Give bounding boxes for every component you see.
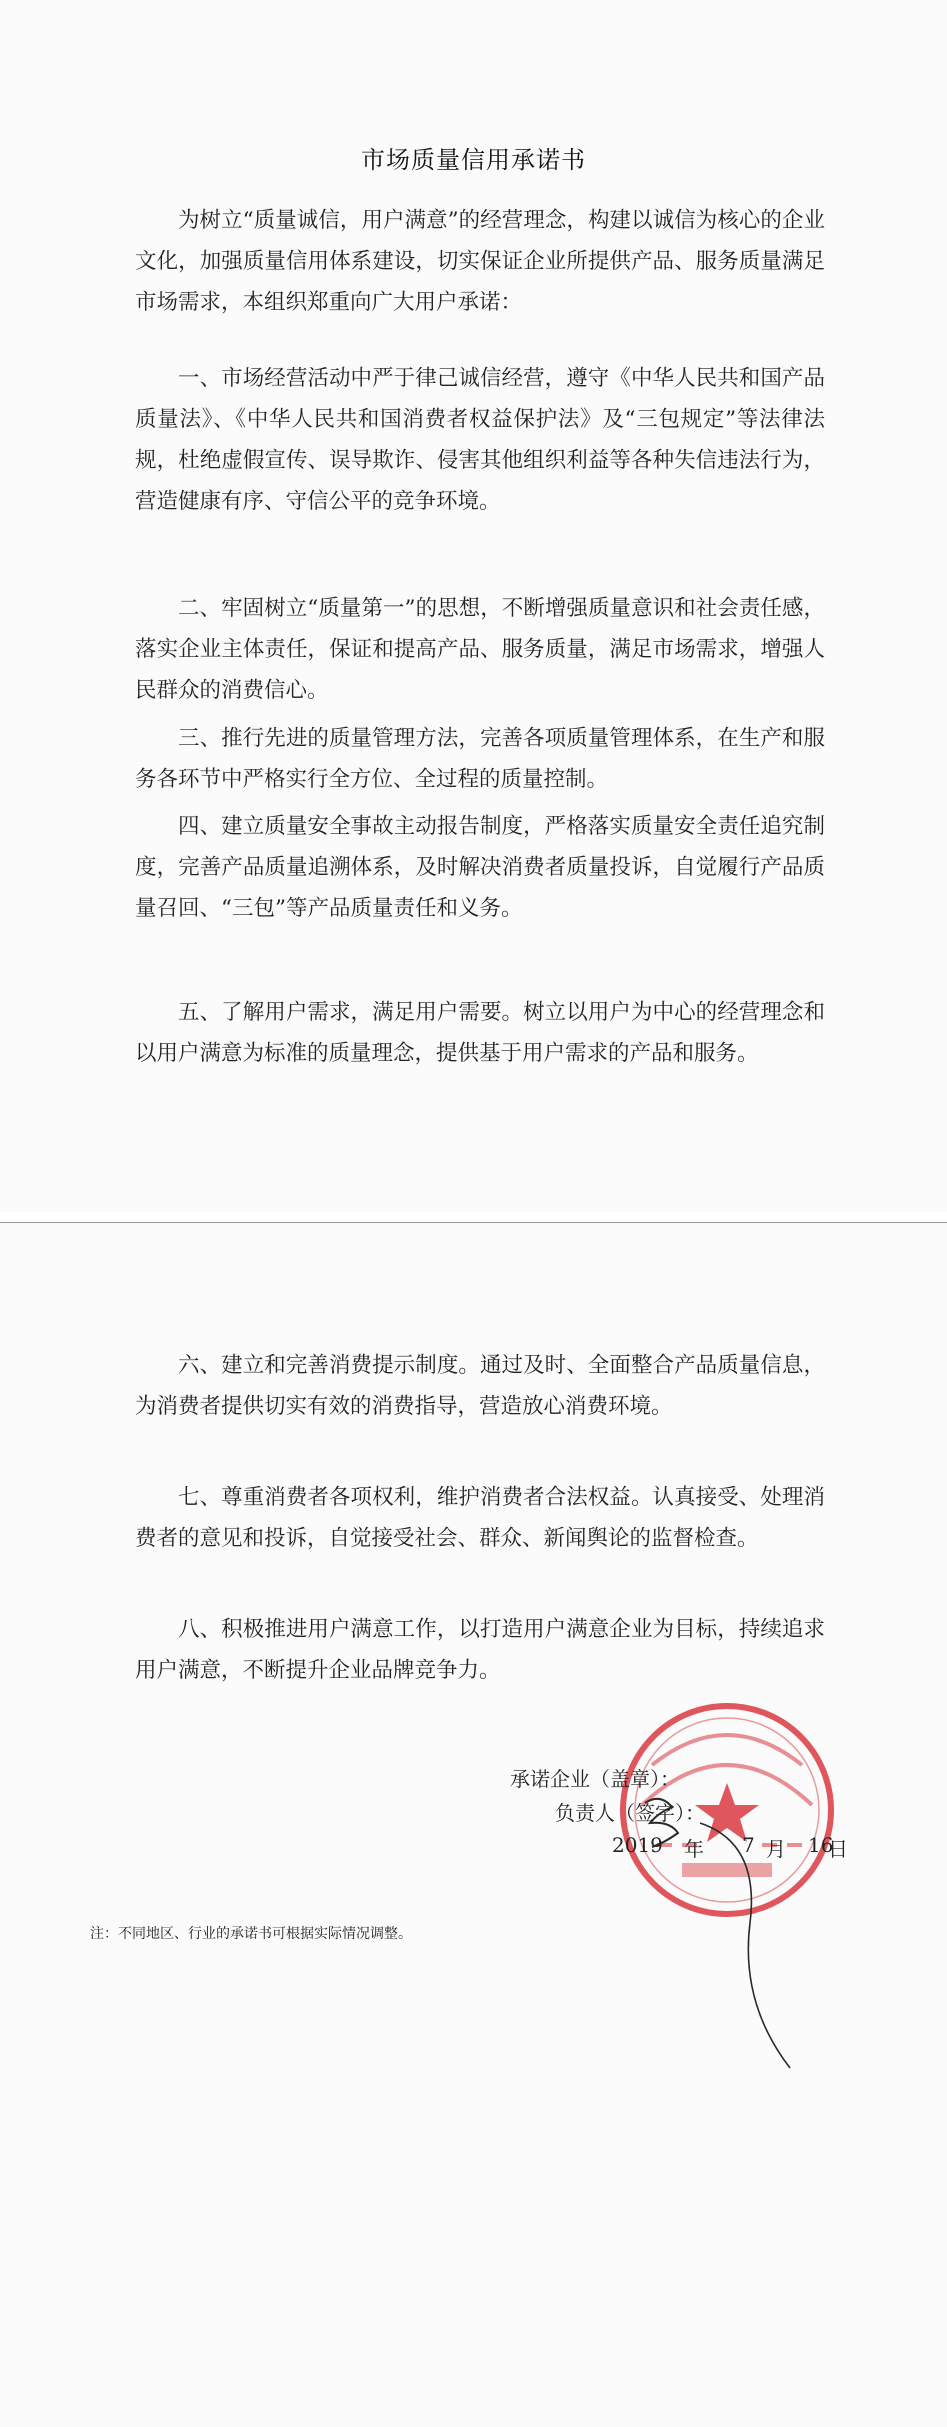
page-gap (0, 1212, 947, 1222)
date-month-unit: 月 (766, 1837, 786, 1861)
date-month: 7 (742, 1833, 755, 1857)
company-stamp-label: 承诺企业（盖章）： (510, 1767, 680, 1791)
date-day-unit: 日 (828, 1837, 848, 1861)
responsible-person-label: 负责人（签字）： (555, 1801, 705, 1825)
date-day: 16 (808, 1833, 834, 1857)
footnote: 注：不同地区、行业的承诺书可根据实际情况调整。 (90, 1926, 412, 1942)
document-title: 市场质量信用承诺书 (361, 146, 586, 174)
handwritten-signature (640, 1783, 810, 2083)
date-year-unit: 年 (684, 1837, 704, 1861)
commitment-item-6: 六、建立和完善消费提示制度。通过及时、全面整合产品质量信息，为消费者提供切实有效的消费指导，营造放心消费环境。 (135, 1353, 825, 1419)
date-year: 2019 (612, 1833, 663, 1857)
commitment-item-3: 三、推行先进的质量管理方法，完善各项质量管理体系，在生产和服务各环节中严格实行全方位、全过程的质量控制。 (135, 726, 825, 792)
commitment-item-7: 七、尊重消费者各项权利，维护消费者合法权益。认真接受、处理消费者的意见和投诉，自觉接受社会、群众、新闻舆论的监督检查。 (135, 1485, 825, 1551)
commitment-item-8: 八、积极推进用户满意工作，以打造用户满意企业为目标，持续追求用户满意，不断提升企业品牌竞争力。 (135, 1617, 825, 1683)
commitment-item-1: 一、市场经营活动中严于律己诚信经营，遵守《中华人民共和国产品质量法》、《中华人民共和国消费者权益保护法》及“三包规定”等法律法规，杜绝虚假宣传、误导欺诈、侵害其他组织利益等各种失信违法行为，营造健康有序、守信公平的竞争环境。 (135, 366, 825, 514)
document-page-2 (0, 1222, 947, 2427)
commitment-item-4: 四、建立质量安全事故主动报告制度，严格落实质量安全责任追究制度，完善产品质量追溯体系，及时解决消费者质量投诉，自觉履行产品质量召回、“三包”等产品质量责任和义务。 (135, 814, 825, 921)
commitment-item-5: 五、了解用户需求，满足用户需要。树立以用户为中心的经营理念和以用户满意为标准的质量理念，提供基于用户需求的产品和服务。 (135, 1000, 825, 1066)
commitment-item-2: 二、牢固树立“质量第一”的思想，不断增强质量意识和社会责任感，落实企业主体责任，保证和提高产品、服务质量，满足市场需求，增强人民群众的消费信心。 (135, 596, 825, 703)
intro-paragraph: 为树立“质量诚信，用户满意”的经营理念，构建以诚信为核心的企业文化，加强质量信用体系建设，切实保证企业所提供产品、服务质量满足市场需求，本组织郑重向广大用户承诺： (135, 208, 825, 315)
